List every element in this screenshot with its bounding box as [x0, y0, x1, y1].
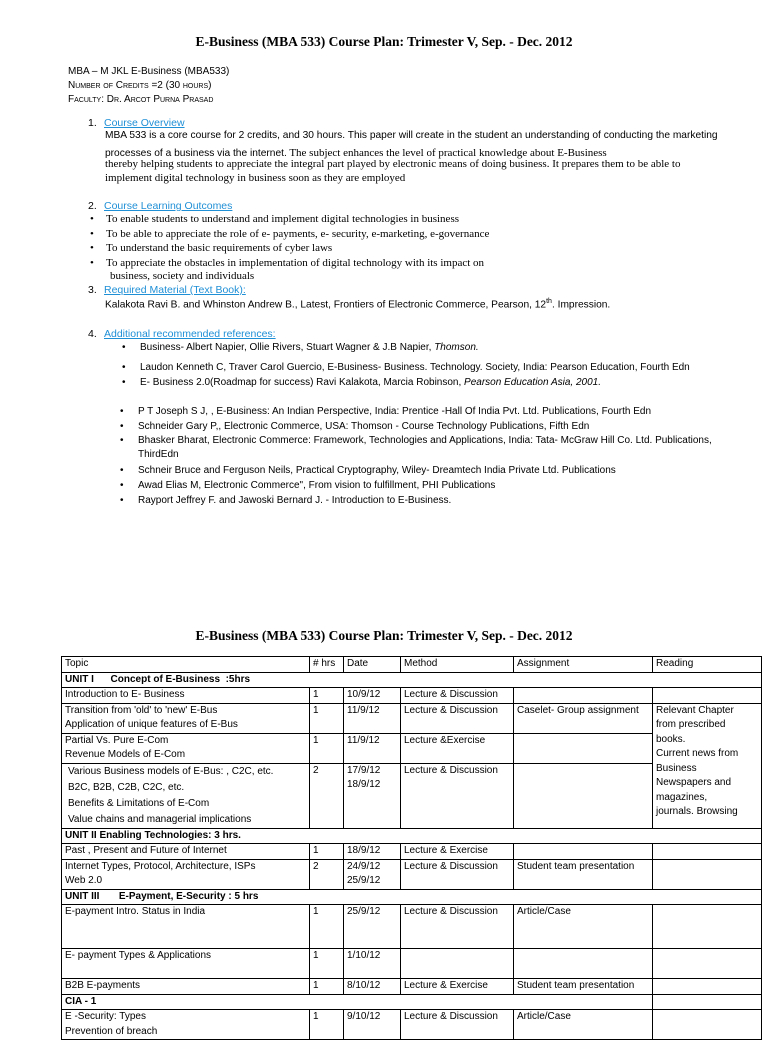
table-row: E-payment Intro. Status in India 1 25/9/12 Lecture & Discussion Article/Case	[62, 905, 762, 949]
cia-row	[62, 994, 762, 1010]
program-line: MBA – M JKL E-Business (MBA533)	[68, 66, 230, 77]
faculty-line: Faculty: Dr. Arcot Purna Prasad	[68, 94, 214, 105]
reference-item: • P T Joseph S J, , E-Business: An Indian Perspective, India: Prentice -Hall Of India Pvt. Ltd. Publications, Fourth Edn	[138, 406, 651, 417]
reading-cell: Relevant Chapter from prescribed books. Current news from Business Newspapers and magazines, journals. Browsing	[653, 703, 762, 828]
outcome-item: • To understand the basic requirements of cyber laws	[106, 242, 332, 254]
reference-item: • Business- Albert Napier, Ollie Rivers, Stuart Wagner & J.B Napier, Thomson.	[140, 342, 479, 353]
reference-item: • Laudon Kenneth C, Traver Carol Guercio, E-Business- Business. Technology. Society, India: Pearson Education, Fourth Edn	[140, 362, 690, 373]
reference-item: • Schneider Gary P,, Electronic Commerce, USA: Thomson - Course Technology Publications, Fifth Edn	[138, 421, 589, 432]
textbook-text: Kalakota Ravi B. and Whinston Andrew B., Latest, Frontiers of Electronic Commerce, Pearson, 12	[105, 299, 547, 311]
col-method: Method	[401, 657, 514, 673]
table-row: B2B E-payments 1 8/10/12 Lecture & Exercise Student team presentation	[62, 979, 762, 995]
reference-item-cont: ThirdEdn	[138, 449, 179, 460]
textbook-text-end: . Impression.	[551, 299, 611, 311]
col-hrs: # hrs	[310, 657, 344, 673]
unit-row	[62, 828, 762, 844]
table-row: Past , Present and Future of Internet 1 18/9/12 Lecture & Exercise	[62, 844, 762, 860]
unit-row	[62, 672, 762, 688]
reference-item: • Awad Elias M, Electronic Commerce", From vision to fulfillment, PHI Publications	[138, 480, 495, 491]
section-1-number: 1.	[88, 117, 97, 129]
col-assignment: Assignment	[514, 657, 653, 673]
overview-line-3: thereby helping students to appreciate the integral part played by electronic means of doing business. It prepares them to be able to	[105, 158, 681, 170]
unit-1-heading: UNIT I Concept of E-Business :5hrs	[62, 672, 762, 688]
table-row: Introduction to E- Business 1 10/9/12 Lecture & Discussion	[62, 688, 762, 704]
outcome-item: • To enable students to understand and implement digital technologies in business	[106, 213, 459, 225]
outcome-item: • To appreciate the obstacles in implementation of digital technology with its impact on	[106, 257, 484, 269]
unit-3-heading: UNIT III E-Payment, E-Security : 5 hrs	[62, 889, 762, 905]
section-3-number: 3.	[88, 284, 97, 296]
section-4-number: 4.	[88, 328, 97, 340]
unit-2-heading: UNIT II Enabling Technologies: 3 hrs.	[62, 828, 762, 844]
table-row: Internet Types, Protocol, Architecture, ISPs Web 2.0 2 24/9/12 25/9/12 Lecture & Discussion Student team presentation	[62, 859, 762, 889]
outcome-item: • To be able to appreciate the role of e- payments, e- security, e-marketing, e-governance	[106, 228, 489, 240]
overview-line-1: MBA 533 is a core course for 2 credits, and 30 hours. This paper will create in the student an understanding of conducting the marketing	[105, 130, 718, 141]
course-plan-table	[61, 656, 762, 1040]
table-row: Various Business models of E-Bus: , C2C, etc. B2C, B2B, C2B, C2C, etc. Benefits & Limitations of E-Com Value chains and managerial implications 2 17/9/12 18/9/12 Lecture & Discussion	[62, 763, 762, 828]
course-plan-title: E-Business (MBA 533) Course Plan: Trimester V, Sep. - Dec. 2012	[195, 34, 573, 49]
learning-outcomes-heading: Course Learning Outcomes	[104, 200, 233, 212]
required-material-heading: Required Material (Text Book):	[104, 284, 246, 296]
table-row: E -Security: Types Prevention of breach 1 9/10/12 Lecture & Discussion Article/Case	[62, 1010, 762, 1040]
reference-item: • E- Business 2.0(Roadmap for success) Ravi Kalakota, Marcia Robinson, Pearson Education Asia, 2001.	[140, 377, 601, 388]
overview-line-4: implement digital technology in business soon as they are employed	[105, 172, 406, 184]
overview-line-2b: The subject enhances the level of practical knowledge about E-Business	[286, 147, 607, 159]
col-reading: Reading	[653, 657, 762, 673]
textbook-reference	[105, 298, 610, 310]
table-header-row	[62, 657, 762, 673]
course-overview-heading: Course Overview	[104, 117, 185, 129]
table-row: E- payment Types & Applications 1 1/10/12	[62, 949, 762, 979]
course-plan-title-2: E-Business (MBA 533) Course Plan: Trimester V, Sep. - Dec. 2012	[195, 628, 573, 643]
reference-item: • Rayport Jeffrey F. and Jawoski Bernard J. - Introduction to E-Business.	[138, 495, 451, 506]
table-row: Transition from 'old' to 'new' E-Bus Application of unique features of E-Bus 1 11/9/12 Lecture & Discussion Caselet- Group assignment Relevant Chapter from prescribed books. Current news from Business Newspapers and magazines, journals. Browsing	[62, 703, 762, 733]
col-date: Date	[344, 657, 401, 673]
table-row: Partial Vs. Pure E-Com Revenue Models of E-Com 1 11/9/12 Lecture &Exercise	[62, 733, 762, 763]
overview-line-2a: processes of a business via the internet.	[105, 148, 287, 159]
reference-item: • Schneir Bruce and Ferguson Neils, Practical Cryptography, Wiley- Dreamtech India Private Ltd. Publications	[138, 465, 616, 476]
cia-label: CIA - 1	[62, 994, 653, 1010]
additional-references-heading: Additional recommended references:	[104, 328, 276, 340]
reference-item: • Bhasker Bharat, Electronic Commerce: Framework, Technologies and Applications, India: Tata- McGraw Hill Co. Ltd. Publications,	[138, 435, 712, 446]
textbook-sup: th	[546, 298, 552, 305]
section-2-number: 2.	[88, 200, 97, 212]
col-topic: Topic	[62, 657, 310, 673]
unit-row	[62, 889, 762, 905]
credits-line: Number of Credits =2 (30 hours)	[68, 80, 212, 91]
outcome-item-cont: business, society and individuals	[110, 270, 255, 282]
